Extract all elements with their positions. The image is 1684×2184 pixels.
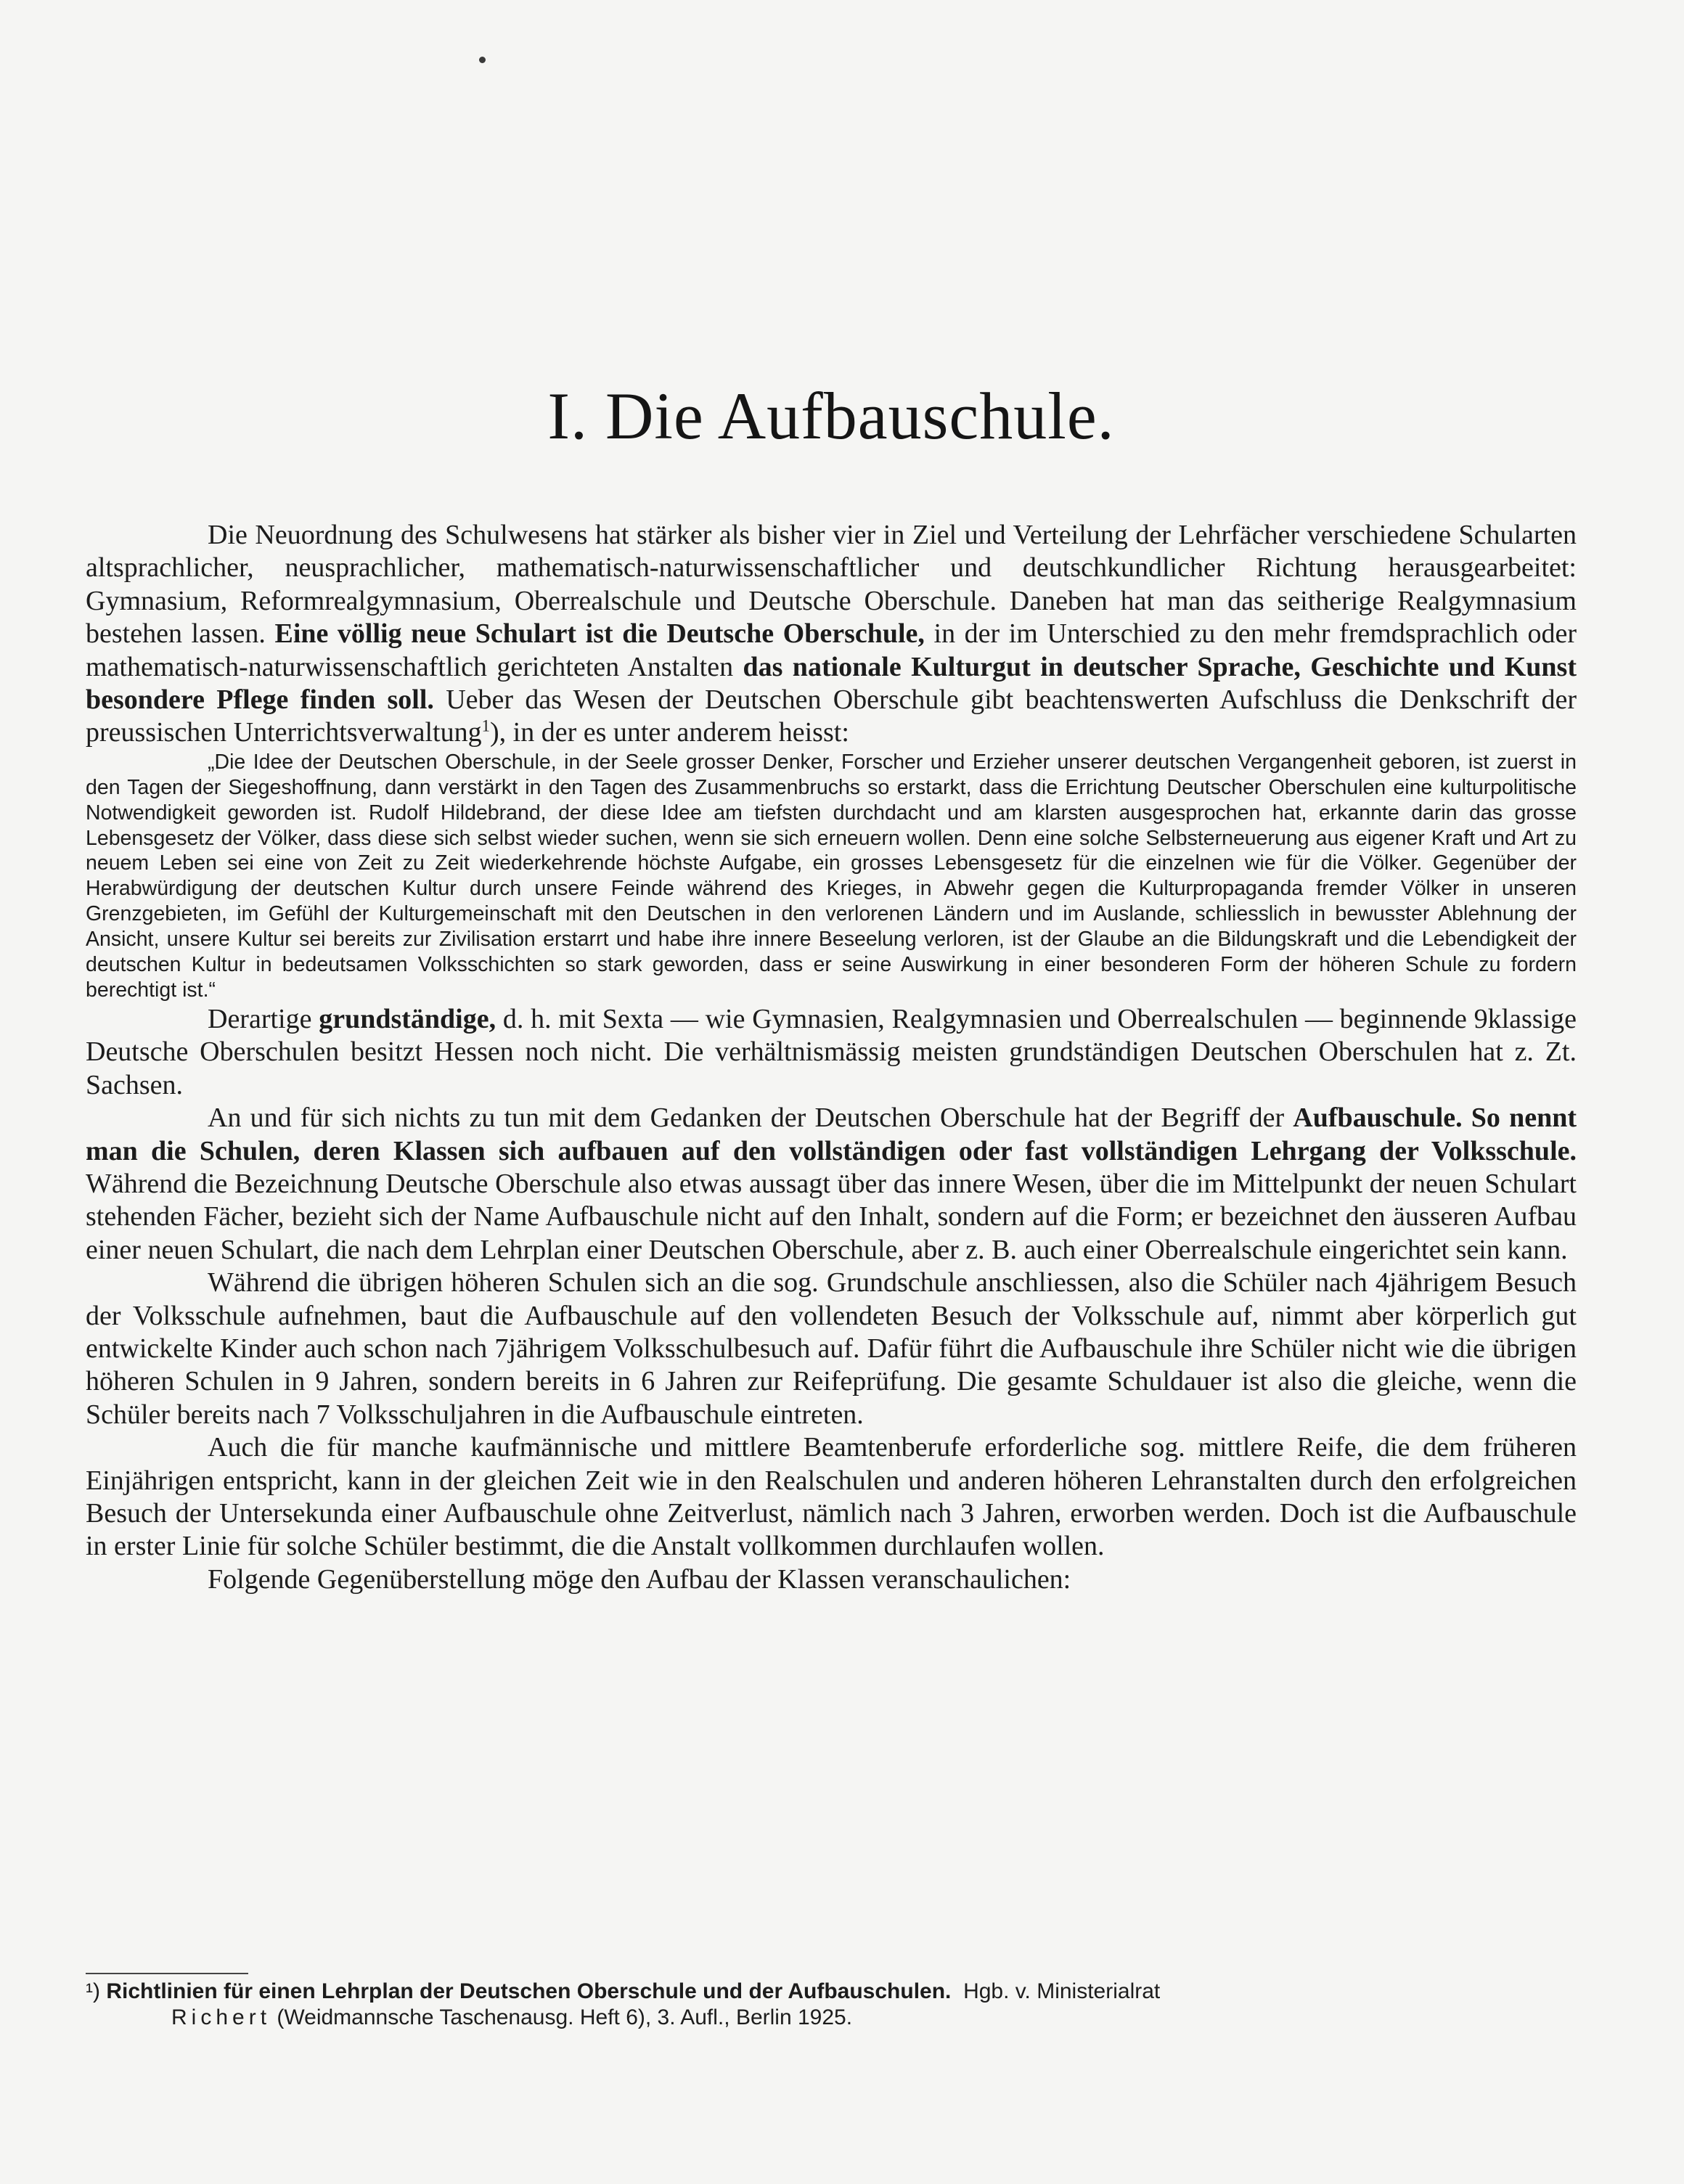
p2-text-1: Derartige: [208, 1003, 312, 1034]
p1-text-3: Ueber das Wesen der Deutschen Oberschule gibt beachtenswerten Aufschluss die Denkschrift der preussischen Unterrichtsverwaltung: [86, 684, 1577, 748]
ink-speck: [479, 57, 486, 63]
footnote-title: Richtlinien für einen Lehrplan der Deutschen Oberschule und der Aufbauschulen.: [106, 1979, 952, 2003]
footnote-reference: 1: [481, 716, 490, 735]
paragraph-2: [86, 1003, 1577, 1102]
page-title: I. Die Aufbauschule.: [547, 379, 1115, 453]
footnote-line-1: [86, 1979, 1577, 2005]
footnote-publication: (Weidmannsche Taschenausg. Heft 6), 3. Aufl., Berlin 1925.: [277, 2005, 853, 2029]
footnote-editor: Hgb. v. Ministerialrat: [963, 1979, 1161, 2003]
p1-text-1: Die Neuordnung des Schulwesens hat stärker als bisher vier in Ziel und Verteilung der Lehrfächer verschiedene Schularten altsprachlicher, neusprachlicher, mathematisch-naturwissenschaftlicher und deutschkundlicher Richtung herausgearbeitet: Gymnasium, Reformrealgymnasium, Oberrealschule und Deutsche Oberschule. Daneben hat man das seitherige Realgymnasium bestehen lassen.: [86, 520, 1577, 650]
p1-bold-2: das nationale Kulturgut in deutscher Sprache, Geschichte und Kunst besondere Pflege finden soll.: [86, 651, 1577, 716]
main-text: [86, 519, 1577, 1596]
footnote-divider: [86, 1973, 248, 1974]
quotation: „Die Idee der Deutschen Oberschule, in der Seele grosser Denker, Forscher und Erzieher unserer deutschen Vergangenheit geboren, ist zuerst in den Tagen der Siegeshoffnung, dann verstärkt in den Tagen des Zusammenbruchs so erstarkt, dass die Errichtung Deutscher Oberschulen eine kulturpolitische Notwendigkeit geworden ist. Rudolf Hildebrand, der diese Idee am tiefsten durchdacht und am klarsten ausgesprochen hat, erkannte darin das grosse Lebensgesetz der Völker, dass diese sich selbst wieder suchen, wenn sie sich erneuern wollen. Denn eine solche Selbsterneuerung aus eigener Kraft und Art zu neuem Leben sei eine von Zeit zu Zeit wiederkehrende höchste Aufgabe, ein grosses Lebensgesetz für die einzelnen wie für die Völker. Gegenüber der Herabwürdigung der deutschen Kultur durch unsere Feinde während des Krieges, in Abwehr gegen die Kulturpropaganda fremder Völker in unseren Grenzgebieten, im Gefühl der Kulturgemeinschaft mit den Deutschen in den verlorenen Ländern und im Auslande, schliesslich in bewusster Ablehnung der Ansicht, unsere Kultur sei bereits zur Zivilisation erstarrt und habe ihre innere Beseelung verloren, ist der Glaube an die Bildungskraft und die Lebendigkeit der deutschen Kultur in bedeutsamen Volksschichten so stark geworden, dass er seine Auswirkung in einer besonderen Form der höheren Schule zu fordern berechtigt ist.“: [86, 750, 1577, 1002]
p1-text-2: in der im Unterschied zu den mehr fremdsprachlich oder mathematisch-naturwissenschaftlich gerichteten Anstalten: [86, 618, 1577, 682]
footnote-marker: ¹): [86, 1979, 100, 2003]
paragraph-1: [86, 519, 1577, 750]
paragraph-3: [86, 1102, 1577, 1267]
p3-text-1: An und für sich nichts zu tun mit dem Gedanken der Deutschen Oberschule hat der Begriff der: [208, 1103, 1285, 1134]
p3-text-2: Während die Bezeichnung Deutsche Oberschule also etwas aussagt über das innere Wesen, über die im Mittelpunkt der neuen Schulart stehenden Fächer, bezieht sich der Name Aufbauschule nicht auf den Inhalt, sondern auf die Form; er bezeichnet den äusseren Aufbau einer neuen Schulart, die nach dem Lehrplan einer Deutschen Oberschule, aber z. B. auch einer Oberrealschule eingerichtet sein kann.: [86, 1168, 1577, 1265]
p2-bold-1: grundständige,: [319, 1003, 496, 1034]
footnote-author: Richert: [171, 2005, 271, 2029]
paragraph-6: Folgende Gegenüberstellung möge den Aufbau der Klassen veranschaulichen:: [208, 1563, 1071, 1595]
paragraph-5: Auch die für manche kaufmännische und mittlere Beamtenberufe erforderliche sog. mittlere Reife, die dem früheren Einjährigen entspricht, kann in der gleichen Zeit wie in den Realschulen und anderen höheren Lehranstalten durch den erfolgreichen Besuch der Untersekunda einer Aufbauschule ohne Zeitverlust, nämlich nach 3 Jahren, erworben werden. Doch ist die Aufbauschule in erster Linie für solche Schüler bestimmt, die die Anstalt vollkommen durchlaufen wollen.: [86, 1432, 1577, 1562]
p1-bold-1: Eine völlig neue Schulart ist die Deutsche Oberschule,: [274, 618, 925, 650]
paragraph-4: Während die übrigen höheren Schulen sich an die sog. Grundschule anschliessen, also die Schüler nach 4jährigem Besuch der Volksschule aufnehmen, baut die Aufbauschule auf den vollendeten Besuch der Volksschule auf, nimmt aber körperlich gut entwickelte Kinder auch schon nach 7jährigem Volksschulbesuch auf. Dafür führt die Aufbauschule ihre Schüler nicht wie die übrigen höheren Schulen in 9 Jahren, sondern bereits in 6 Jahren zur Reifeprüfung. Die gesamte Schuldauer ist also die gleiche, wenn die Schüler bereits nach 7 Volksschuljahren in die Aufbauschule eintreten.: [86, 1267, 1577, 1430]
footnote: [86, 1979, 1577, 2031]
p3-bold-1: Aufbauschule.: [1293, 1103, 1463, 1134]
p3-bold-2: So nennt man die Schulen, deren Klassen sich aufbauen auf den vollständigen oder fast vollständigen Lehrgang der Volksschule.: [86, 1103, 1577, 1166]
footnote-line-2: [86, 2005, 1577, 2031]
p1-text-4: ), in der es unter anderem heisst:: [489, 717, 849, 748]
p2-text-2: d. h. mit Sexta — wie Gymnasien, Realgymnasien und Oberrealschulen — beginnende 9klassige Deutsche Oberschulen besitzt Hessen noch nicht. Die verhältnismässig meisten grundständigen Deutschen Oberschulen hat z. Zt. Sachsen.: [86, 1003, 1577, 1100]
